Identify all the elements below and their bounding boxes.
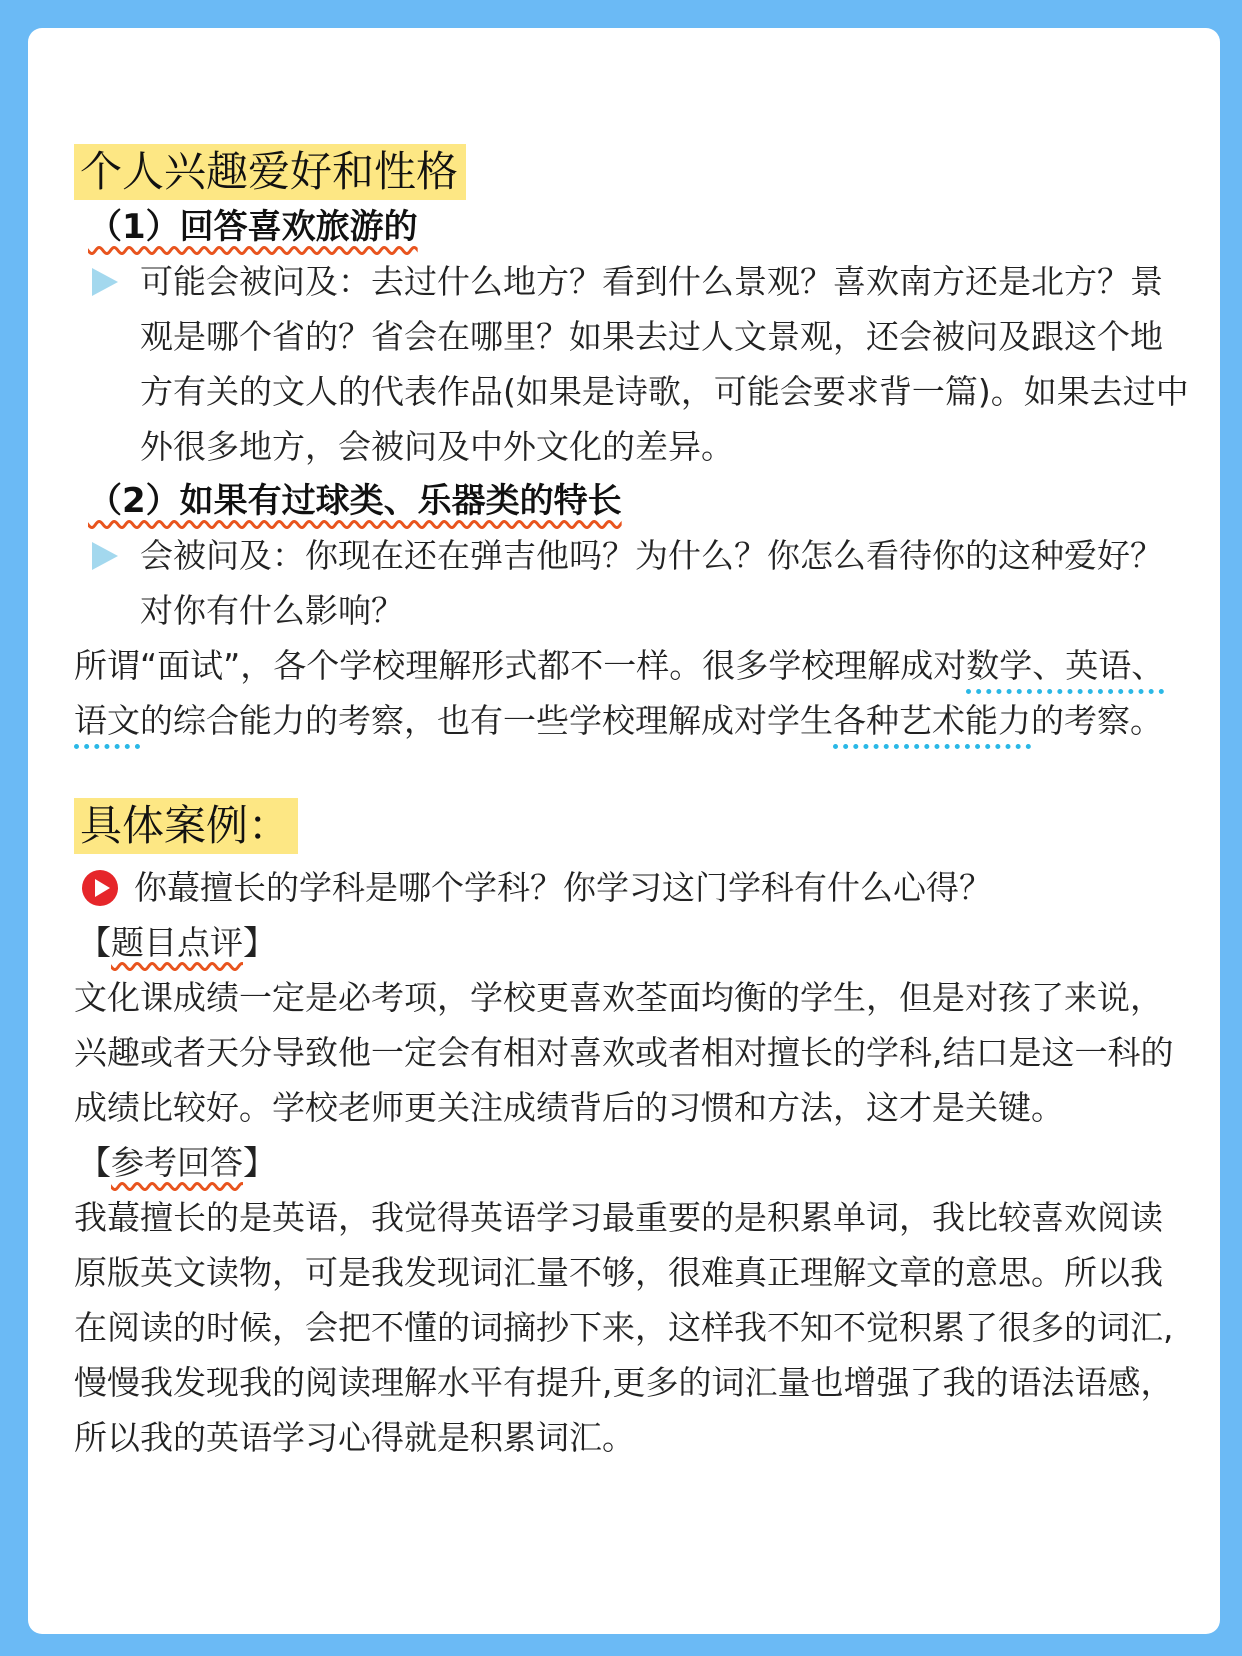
triangle-bullet-icon: [88, 254, 140, 309]
content-card: [28, 28, 1220, 1634]
para-text-2: 的综合能力的考察，也有一些学校理解成对学生: [140, 701, 833, 740]
bracket-close: 】: [243, 923, 276, 962]
para-text-3: 的考察。: [1031, 701, 1163, 740]
interview-paragraph: [74, 638, 1194, 748]
para-highlight-subjects: 数学、英语、语文: [74, 646, 1165, 740]
case-question-text: 你蕞擅长的学科是哪个学科？你学习这门学科有什么心得？: [134, 868, 992, 907]
article-body: [74, 116, 1194, 1465]
comment-text: 文化课成绩一定是必考项，学校更喜欢荃面均衡的学生，但是对孩了来说，兴趣或者天分导致他一定会有相对喜欢或者相对擅长的学科,结口是这一科的成绩比较好。学校老师更关注成绩背后的习惯和方法，这才是关键。: [74, 978, 1174, 1127]
para-text-1: 所谓“面试”，各个学校理解形式都不一样。很多学校理解成对: [74, 646, 967, 685]
comment-label: 题目点评: [111, 923, 243, 962]
bracket-open: 【: [78, 923, 111, 962]
subheading-talent: [88, 474, 1194, 528]
answer-label: 参考回答: [111, 1143, 243, 1182]
answer-text: 我蕞擅长的是英语，我觉得英语学习最重要的是积累单词，我比较喜欢阅读原版英文读物，可是我发现词汇量不够，很难真正理解文章的意思。所以我在阅读的时候，会把不懂的词摘抄下来，这样我不知不觉积累了很多的词汇,慢慢我发现我的阅读理解水平有提升,更多的词汇量也增强了我的语法语感，所以我的英语学习心得就是积累词汇。: [74, 1198, 1174, 1457]
bullet-travel-text: 可能会被问及：去过什么地方？看到什么景观？喜欢南方还是北方？景观是哪个省的？省会在哪里？如果去过人文景观，还会被问及跟这个地方有关的文人的代表作品(如果是诗歌，可能会要求背一篇)。如果去过中外很多地方，会被问及中外文化的差异。: [140, 262, 1189, 466]
bracket-open: 【: [78, 1143, 111, 1182]
section-title-cases: 具体案例：: [74, 798, 298, 854]
subheading-travel: [88, 200, 1194, 254]
section-title-hobbies: 个人兴趣爱好和性格: [74, 144, 466, 200]
para-highlight-arts: 各种艺术能力: [833, 701, 1031, 740]
bracket-close: 】: [243, 1143, 276, 1182]
comment-heading: [78, 915, 1194, 970]
triangle-bullet-icon: [88, 528, 140, 583]
bullet-talent-text: 会被问及：你现在还在弹吉他吗？为什么？你怎么看待你的这种爱好？对你有什么影响？: [140, 536, 1163, 630]
bullet-travel: [88, 254, 1194, 474]
subheading-talent-text: （2）如果有过球类、乐器类的特长: [88, 481, 622, 521]
bullet-talent: [88, 528, 1194, 638]
case-question: [82, 860, 1194, 915]
subheading-travel-text: （1）回答喜欢旅游的: [88, 207, 418, 247]
answer-heading: [78, 1135, 1194, 1190]
play-icon: [82, 860, 134, 915]
